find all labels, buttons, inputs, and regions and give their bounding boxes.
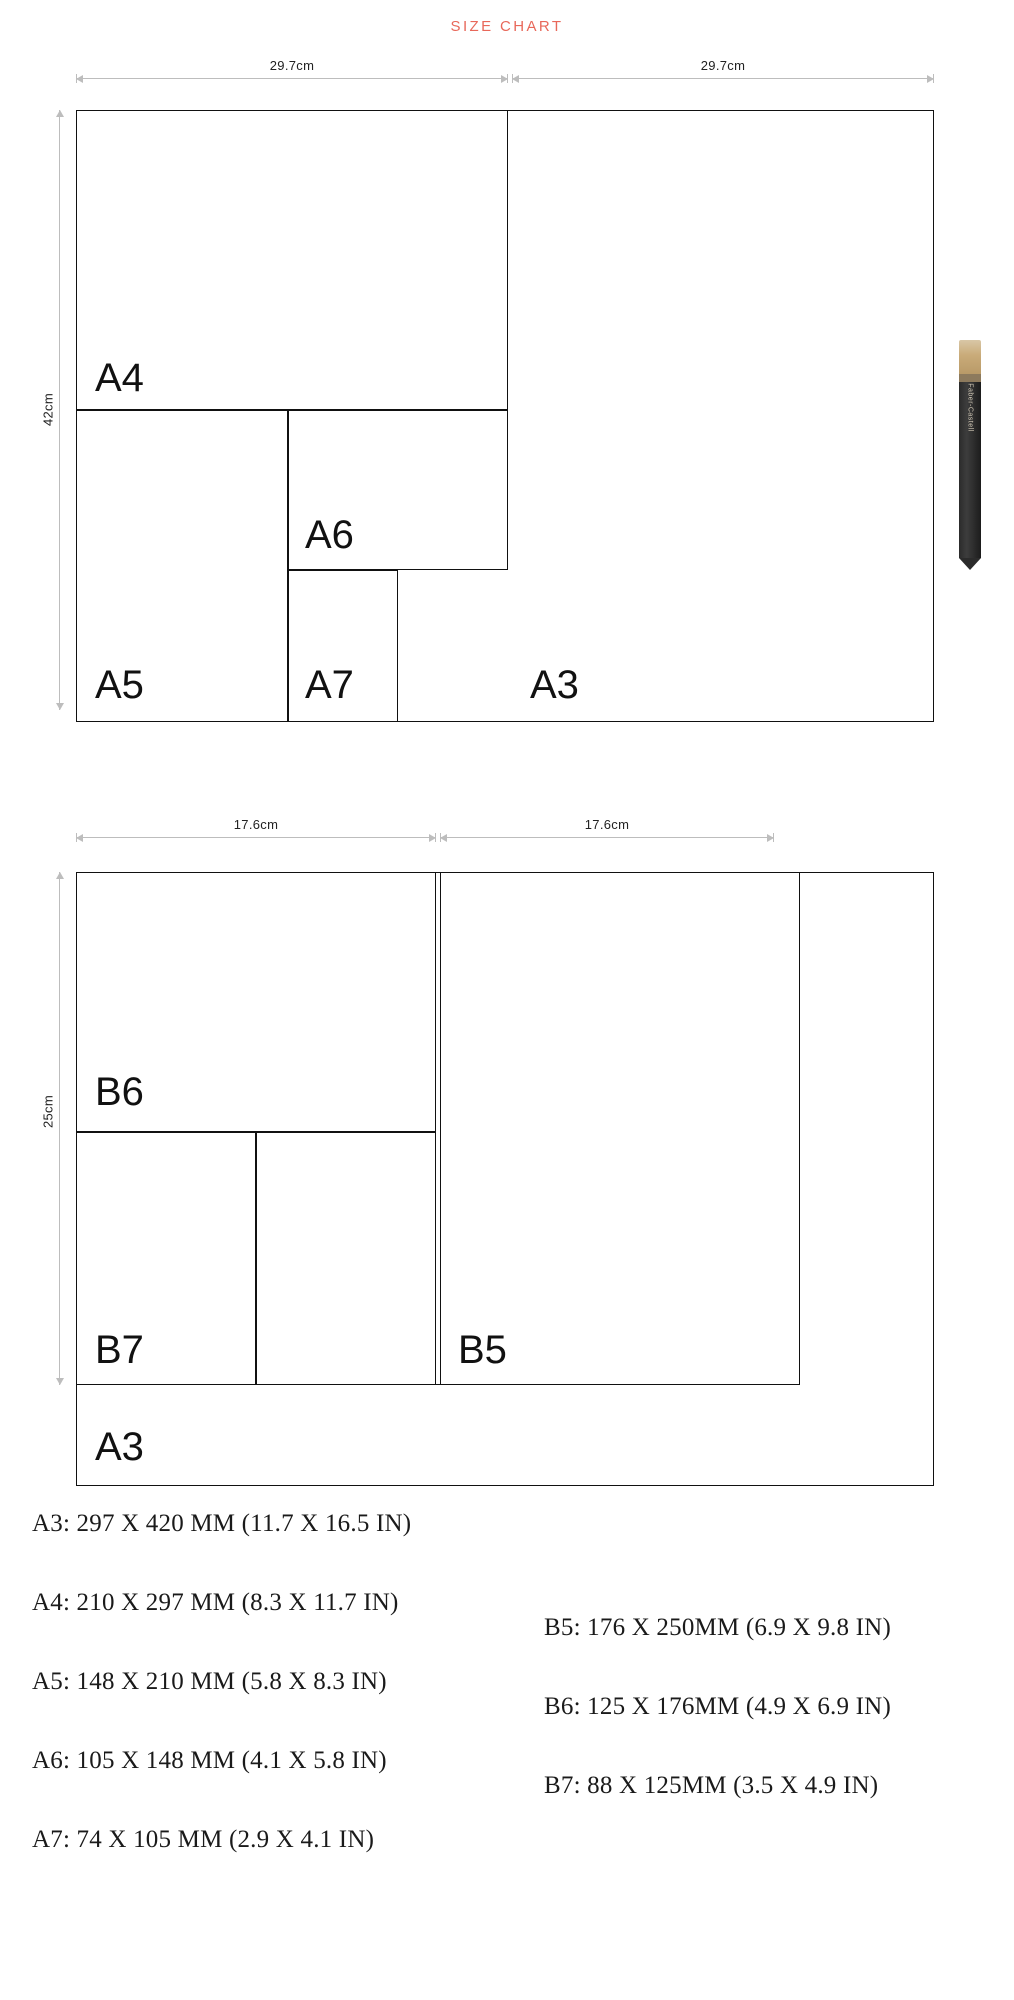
spec-b6: B6: 125 X 176MM (4.9 X 6.9 IN): [544, 1693, 891, 1720]
pencil-ferrule: [959, 340, 981, 374]
dimension-line-b-left: [76, 837, 436, 838]
box-label-b7: B7: [95, 1328, 144, 1372]
box-label-a6: A6: [305, 513, 354, 557]
box-b5: [440, 872, 800, 1385]
box-label-a7: A7: [305, 663, 354, 707]
dimension-line-b-right: [440, 837, 774, 838]
spec-b7: B7: 88 X 125MM (3.5 X 4.9 IN): [544, 1772, 879, 1799]
box-label-a4: A4: [95, 356, 144, 400]
dimension-line-a-right: [512, 78, 934, 79]
dimension-line-b-height: [59, 872, 60, 1385]
spec-a7: A7: 74 X 105 MM (2.9 X 4.1 IN): [32, 1826, 375, 1853]
spec-column-b: [544, 1614, 891, 1851]
pencil-illustration: [959, 340, 981, 570]
pencil-band: [959, 374, 981, 382]
spec-b5: B5: 176 X 250MM (6.9 X 9.8 IN): [544, 1614, 891, 1641]
spec-a6: A6: 105 X 148 MM (4.1 X 5.8 IN): [32, 1747, 387, 1774]
pencil-tip: [959, 558, 981, 570]
dimension-label-b-top-right: 17.6cm: [584, 817, 630, 832]
dimension-label-b-height: 25cm: [40, 1095, 56, 1128]
dimension-label-a-top-right: 29.7cm: [700, 58, 746, 73]
box-label-a5: A5: [95, 663, 144, 707]
dimension-label-a-top-left: 29.7cm: [269, 58, 315, 73]
dimension-label-b-top-left: 17.6cm: [233, 817, 279, 832]
spec-a3: A3: 297 X 420 MM (11.7 X 16.5 IN): [32, 1510, 412, 1537]
dimension-label-a-height: 42cm: [40, 393, 56, 426]
spec-column-a: [32, 1510, 411, 1905]
dimension-line-a-height: [59, 110, 60, 710]
dimension-line-a-left: [76, 78, 508, 79]
page-title: SIZE CHART: [450, 18, 564, 35]
spec-a4: A4: 210 X 297 MM (8.3 X 11.7 IN): [32, 1589, 399, 1616]
pencil-brand-text: Faber-Castell: [966, 383, 974, 432]
box-label-b5: B5: [458, 1328, 507, 1372]
spec-a5: A5: 148 X 210 MM (5.8 X 8.3 IN): [32, 1668, 387, 1695]
box-label-a3: A3: [530, 663, 579, 707]
box-label-a3-b-chart: A3: [95, 1425, 144, 1469]
box-label-b6: B6: [95, 1070, 144, 1114]
box-b7-pair: [256, 1132, 436, 1385]
